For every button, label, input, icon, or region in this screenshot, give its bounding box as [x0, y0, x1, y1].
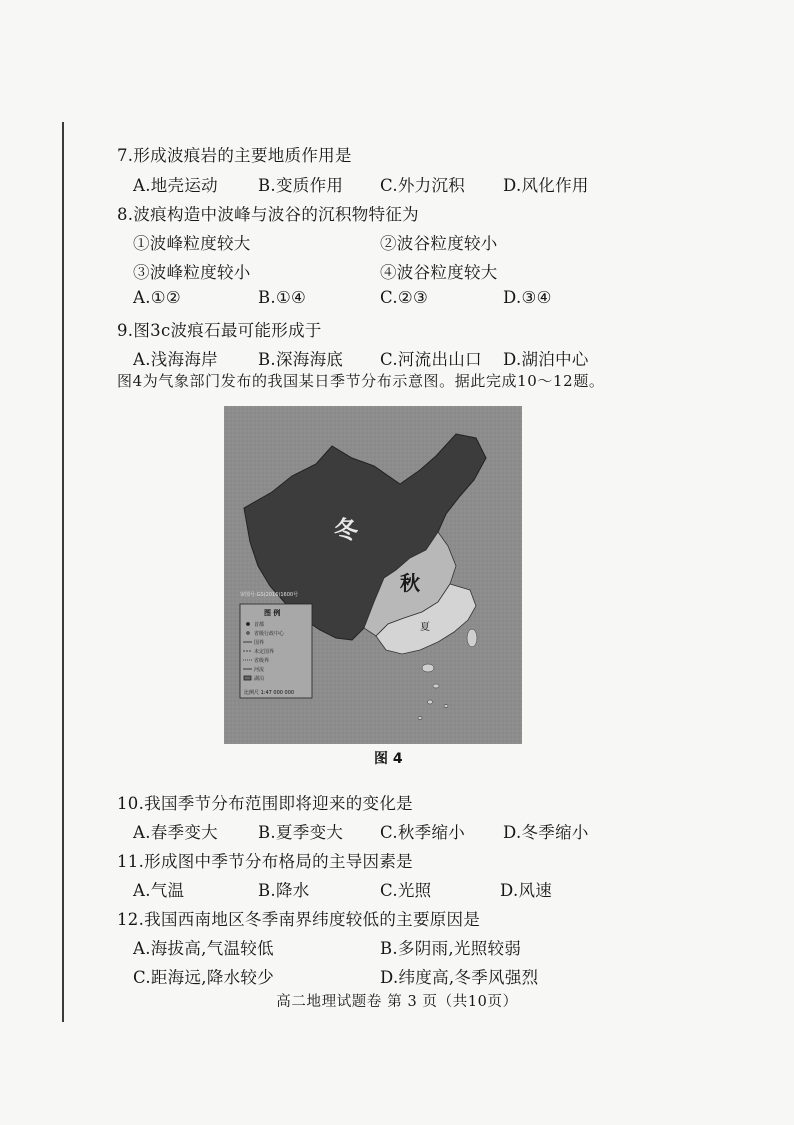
question-8-option-b: B.①④ — [258, 288, 307, 307]
question-11-option-d: D.风速 — [500, 881, 553, 900]
season-map-figure — [224, 406, 522, 744]
china-season-map — [224, 406, 522, 744]
figure-4-caption: 图 4 — [374, 751, 403, 767]
legend-item-provincial-capital: 省级行政中心 — [254, 631, 285, 637]
question-12-option-c: C.距海远,降水较少 — [133, 968, 275, 987]
page-footer: 高二地理试题卷 第 3 页（共10页） — [276, 994, 518, 1010]
question-10-option-c: C.秋季缩小 — [380, 823, 466, 842]
question-12-option-a: A.海拔高,气温较低 — [133, 939, 274, 958]
question-11-option-b: B.降水 — [258, 881, 310, 900]
question-9-option-d: D.湖泊中心 — [503, 350, 589, 369]
legend-item-lake: 湖泊 — [254, 676, 265, 682]
question-7-option-c: C.外力沉积 — [380, 176, 466, 195]
question-9-option-b: B.深海海底 — [258, 350, 344, 369]
figure-4-intro: 图4为气象部门发布的我国某日季节分布示意图。据此完成10～12题。 — [117, 372, 605, 390]
question-10-option-b: B.夏季变大 — [258, 823, 344, 842]
question-12-option-b: B.多阴雨,光照较弱 — [380, 939, 522, 958]
map-legend — [240, 604, 312, 698]
question-7-option-b: B.变质作用 — [258, 176, 344, 195]
legend-item-provincial-border: 省级界 — [254, 658, 270, 664]
question-12-option-d: D.纬度高,冬季风强烈 — [380, 968, 539, 987]
question-8-statement-3: ③波峰粒度较小 — [133, 263, 251, 282]
question-8-stem: 8.波痕构造中波峰与波谷的沉积物特征为 — [117, 205, 419, 224]
season-label-summer: 夏 — [420, 622, 430, 633]
question-9-stem: 9.图3c波痕石最可能形成于 — [117, 321, 322, 340]
question-8-option-c: C.②③ — [380, 288, 429, 307]
question-11-stem: 11.形成图中季节分布格局的主导因素是 — [117, 852, 413, 871]
season-label-autumn: 秋 — [400, 571, 420, 595]
question-9-option-c: C.河流出山口 — [380, 350, 482, 369]
season-label-winter: 冬 — [334, 515, 358, 544]
question-8-statement-1: ①波峰粒度较大 — [133, 234, 251, 253]
map-scale: 比例尺 1:47 000 000 — [244, 690, 295, 696]
question-7-option-a: A.地壳运动 — [133, 176, 218, 195]
question-8-option-d: D.③④ — [503, 288, 552, 307]
map-approval-number: 审图号:GS(2016)1600号 — [240, 592, 299, 598]
legend-item-capital: 首都 — [254, 622, 265, 628]
binding-margin-line — [62, 122, 64, 1022]
legend-item-national-border: 国界 — [254, 640, 265, 646]
question-9-option-a: A.浅海海岸 — [133, 350, 218, 369]
question-7-stem: 7.形成波痕岩的主要地质作用是 — [117, 146, 352, 165]
legend-item-river: 河流 — [254, 667, 265, 673]
question-10-option-a: A.春季变大 — [133, 823, 218, 842]
question-11-option-c: C.光照 — [380, 881, 432, 900]
question-10-stem: 10.我国季节分布范围即将迎来的变化是 — [117, 794, 413, 813]
question-8-statement-2: ②波谷粒度较小 — [380, 234, 498, 253]
question-8-option-a: A.①② — [133, 288, 181, 307]
question-11-option-a: A.气温 — [133, 881, 185, 900]
question-10-option-d: D.冬季缩小 — [503, 823, 589, 842]
question-8-statement-4: ④波谷粒度较大 — [380, 263, 498, 282]
question-7-option-d: D.风化作用 — [503, 176, 589, 195]
legend-item-undefined-border: 未定国界 — [254, 649, 275, 655]
question-12-stem: 12.我国西南地区冬季南界纬度较低的主要原因是 — [117, 910, 481, 929]
legend-title: 图 例 — [264, 609, 281, 617]
